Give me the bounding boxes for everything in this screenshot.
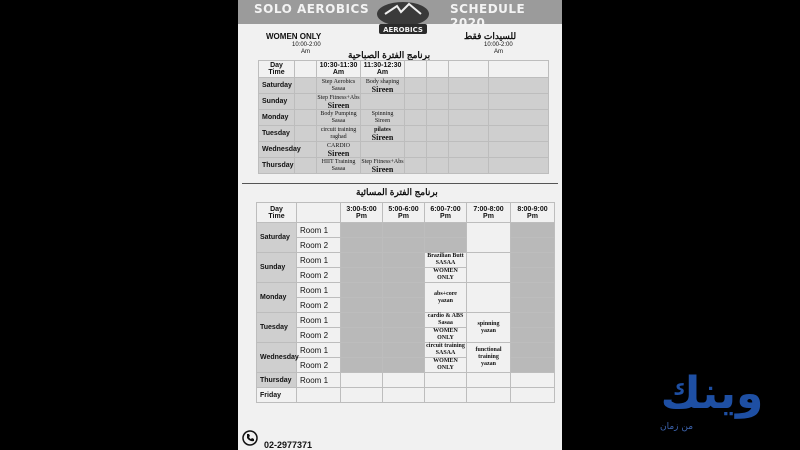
watermark-logo: وينك [660,368,764,419]
evening-class: circuit training SASAA [426,343,465,356]
evening-col-head: 8:00-9:00 Pm [511,203,555,223]
morning-class: Step Fitness+Abs Sireen [317,94,360,110]
morning-class: Spinning Sireen [361,110,405,126]
morning-day: Thursday [259,158,295,174]
evening-col-head: 5:00-6:00 Pm [383,203,425,223]
morning-class: Step Aerobics Sasaa [317,78,361,94]
women-only-label: WOMEN ONLY [266,32,322,41]
aerobics-logo [371,0,435,36]
morning-class: HIIT Training Sasaa [317,158,361,174]
evening-class: functional training yazan [467,343,511,373]
evening-day: Saturday [257,223,297,253]
morning-day: Sunday [259,94,295,110]
evening-head-daytime: Day Time [257,203,297,223]
morning-col2-head: 11:30-12:30 Am [361,61,405,78]
room-label: Room 2 [297,328,341,343]
morning-time-left-unit: Am [301,49,310,55]
morning-time-right-unit: Am [494,49,503,55]
morning-title-arabic: برنامج الفترة الصباحية [348,50,431,60]
watermark-subtitle: من زمان [660,422,694,432]
morning-class: pilates Sireen [361,126,405,142]
evening-class: WOMEN ONLY [425,268,467,283]
room-label: Room 1 [297,373,341,388]
schedule-paper [238,0,562,450]
room-label: Room 1 [297,313,341,328]
room-label: Room 1 [297,283,341,298]
evening-class: WOMEN ONLY [425,328,467,343]
evening-class: abs+core yazan [425,283,467,313]
morning-class: Body shaping Sireen [361,78,405,94]
morning-day: Wednesday [259,142,295,158]
morning-head-daytime: Day Time [259,61,295,78]
room-label: Room 2 [297,238,341,253]
morning-class: Body Pumping Sasaa [317,110,361,126]
logo-text: AEROBICS [383,26,423,34]
evening-class: Brazilian Butt SASAA [425,253,467,268]
evening-day: Monday [257,283,297,313]
room-label: Room 1 [297,253,341,268]
evening-day: Sunday [257,253,297,283]
room-label: Room 2 [297,298,341,313]
room-label: Room 2 [297,358,341,373]
phone-number: 02-2977371 [264,440,313,450]
evening-class: WOMEN ONLY [425,358,467,373]
evening-col-head: 6:00-7:00 Pm [425,203,467,223]
evening-col-head: 3:00-5:00 Pm [341,203,383,223]
morning-day: Saturday [259,78,295,94]
morning-day: Tuesday [259,126,295,142]
room-label: Room 1 [297,223,341,238]
evening-title-arabic: برنامج الفترة المسائية [356,187,438,197]
evening-day: Thursday [257,373,297,388]
room-label: Room 1 [297,343,341,358]
section-divider [242,183,558,184]
evening-day: Tuesday [257,313,297,343]
brand-title: SOLO AEROBICS [254,2,370,16]
schedule-title: SCHEDULE 2020 [450,2,526,30]
evening-day: Wednesday [257,343,297,373]
morning-col1-head: 10:30-11:30 Am [317,61,361,78]
evening-table [256,202,555,403]
morning-class: Step Fitness+Abs Sireen [361,158,404,174]
morning-class: circuit training raghad [317,126,361,142]
morning-class: CARDIO Sireen [317,142,361,158]
morning-day: Monday [259,110,295,126]
morning-time-right: 10:00-2:00 [484,42,513,48]
evening-col-head: 7:00-8:00 Pm [467,203,511,223]
evening-day: Friday [257,388,297,403]
women-only-arabic: للسيدات فقط [464,31,517,41]
room-label: Room 2 [297,268,341,283]
evening-class: spinning yazan [467,313,511,343]
phone-icon [242,430,258,446]
morning-table [258,60,549,174]
morning-time-left: 10:00-2:00 [292,42,321,48]
evening-class: cardio & ABS Sasaa [425,313,467,328]
